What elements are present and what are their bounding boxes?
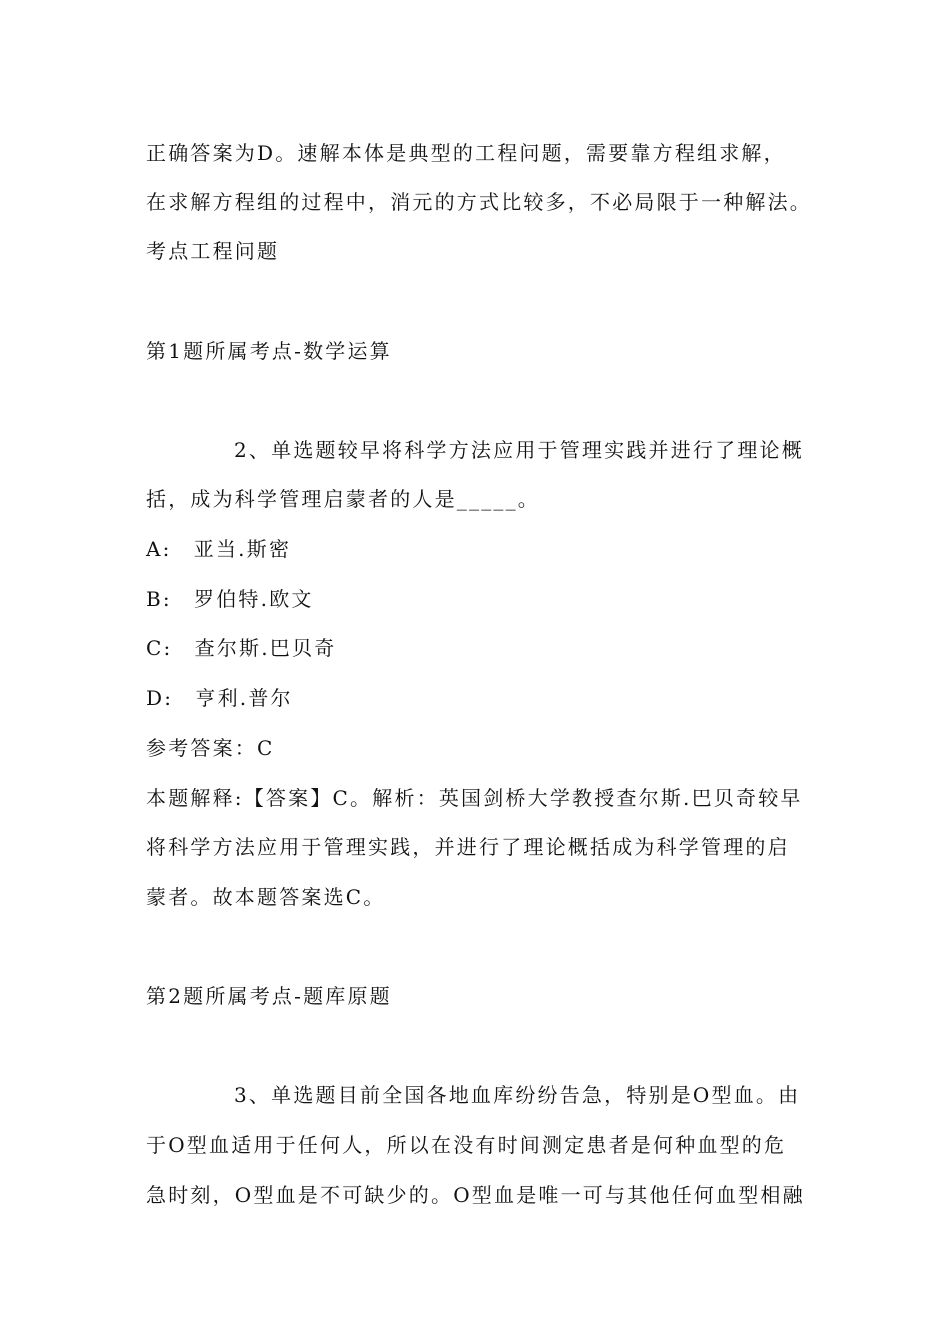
section-heading: 第2题所属考点-题库原题 [146,984,392,1008]
intro-line: 正确答案为D。速解本体是典型的工程问题，需要靠方程组求解， [146,141,786,165]
intro-line: 在求解方程组的过程中，消元的方式比较多，不必局限于一种解法。 [146,190,812,214]
section-heading: 第1题所属考点-数学运算 [146,339,392,363]
question-stem-line: 3、单选题目前全国各地血库纷纷告急，特别是O型血。由 [234,1083,801,1107]
question-stem-line: 2、单选题较早将科学方法应用于管理实践并进行了理论概 [234,438,804,462]
intro-line: 考点工程问题 [146,239,280,263]
explanation-line: 将科学方法应用于管理实践，并进行了理论概括成为科学管理的启 [146,835,790,859]
question-stem-line: 于O型血适用于任何人，所以在没有时间测定患者是何种血型的危 [146,1133,787,1157]
reference-answer: 参考答案：C [146,736,275,760]
explanation-line: 蒙者。故本题答案选C。 [146,885,386,909]
question-stem-line: 括，成为科学管理启蒙者的人是_____。 [146,487,540,511]
option-b: B: 罗伯特.欧文 [146,587,314,611]
option-c: C: 查尔斯.巴贝奇 [146,636,337,660]
option-d: D: 亨利.普尔 [146,686,293,710]
explanation-line: 本题解释:【答案】C。解析：英国剑桥大学教授查尔斯.巴贝奇较早 [146,786,803,810]
question-stem-line: 急时刻，O型血是不可缺少的。O型血是唯一可与其他任何血型相融 [146,1183,805,1207]
option-a: A: 亚当.斯密 [146,537,292,561]
